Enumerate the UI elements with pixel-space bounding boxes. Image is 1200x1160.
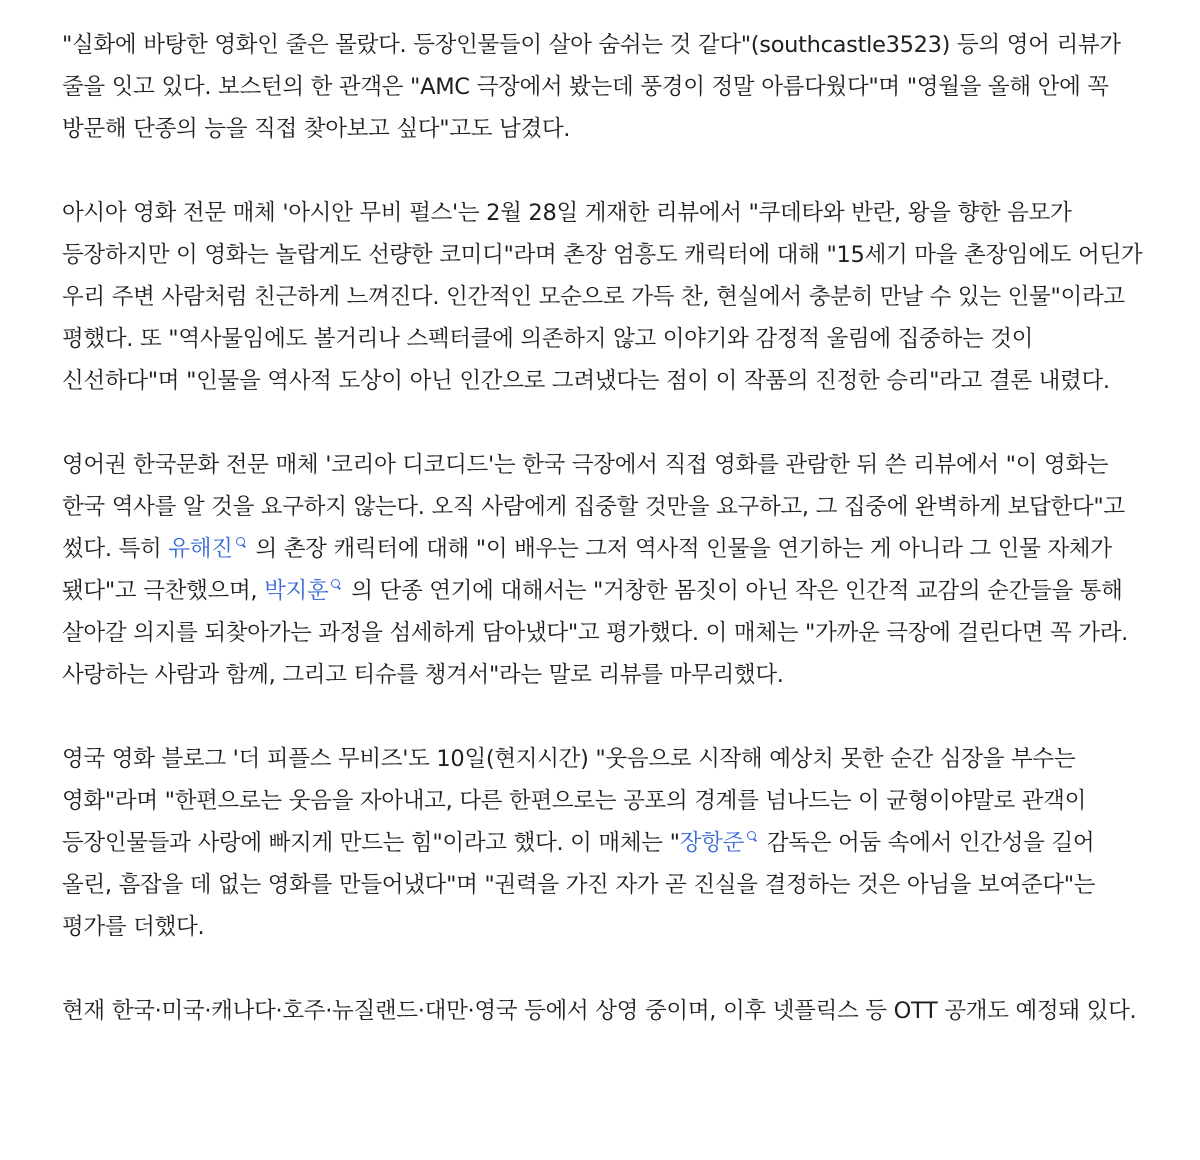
paragraph-text: 감독은 어둠 속에서 인간성을 길어 올린, 흠잡을 데 없는 영화를 만들어냈다"며 "권력을 가진 자가 곧 진실을 결정하는 것은 아님을 보여준다"는 평가를 더했다. [62, 830, 1096, 940]
search-icon [747, 831, 756, 840]
paragraph-text: "실화에 바탕한 영화인 줄은 몰랐다. 등장인물들이 살아 숨쉬는 것 같다"(southcastle3523) 등의 영어 리뷰가 줄을 잇고 있다. 보스턴의 한 관객은 "AMC 극장에서 봤는데 풍경이 정말 아름다웠다"며 "영월을 올해 안에 꼭 방문해 단종의 능을 직접 찾아보고 싶다"고도 남겼다. [62, 32, 1121, 142]
person-link-yoo-hae-jin[interactable] [168, 536, 248, 562]
paragraph-text: 아시아 영화 전문 매체 '아시안 무비 펄스'는 2월 28일 게재한 리뷰에서 "쿠데타와 반란, 왕을 향한 음모가 등장하지만 이 영화는 놀랍게도 선량한 코미디"라며 촌장 엄흥도 캐릭터에 대해 "15세기 마을 촌장임에도 어딘가 우리 주변 사람처럼 친근하게 느껴진다. 인간적인 모순으로 가득 찬, 현실에서 충분히 만날 수 있는 인물"이라고 평했다. 또 "역사물임에도 볼거리나 스펙터클에 의존하지 않고 이야기와 감정적 울림에 집중하는 것이 신선하다"며 "인물을 역사적 도상이 아닌 인간으로 그려냈다는 점이 이 작품의 진정한 승리"라고 결론 내렸다. [62, 200, 1143, 394]
person-link-park-ji-hoon[interactable] [264, 578, 344, 604]
paragraph-text: 영어권 한국문화 전문 매체 '코리아 디코디드'는 한국 극장에서 직접 영화를 관람한 뒤 쓴 리뷰에서 "이 영화는 한국 역사를 알 것을 요구하지 않는다. 오직 사람에게 집중할 것만을 요구하고, 그 집중에 완벽하게 보답한다"고 썼다. 특히 [62, 452, 1125, 562]
paragraph-korea-decoded [62, 444, 1148, 696]
paragraph-text: 의 단종 연기에 대해서는 "거창한 몸짓이 아닌 작은 인간적 교감의 순간들을 통해 살아갈 의지를 되찾아가는 과정을 섬세하게 담아냈다"고 평가했다. 이 매체는 "가까운 극장에 걸린다면 꼭 가라. 사랑하는 사람과 함께, 그리고 티슈를 챙겨서"라는 말로 리뷰를 마무리했다. [62, 578, 1129, 688]
person-link-label: 유해진 [168, 536, 233, 562]
paragraph-peoples-movies [62, 738, 1148, 948]
paragraph-user-reviews [62, 24, 1148, 150]
person-link-label: 장항준 [679, 830, 744, 856]
paragraph-asian-movie-pulse [62, 192, 1148, 402]
article-body [62, 24, 1148, 1032]
paragraph-text: 현재 한국·미국·캐나다·호주·뉴질랜드·대만·영국 등에서 상영 중이며, 이후 넷플릭스 등 OTT 공개도 예정돼 있다. [62, 998, 1137, 1024]
search-icon [331, 579, 340, 588]
paragraph-text: 의 촌장 캐릭터에 대해 "이 배우는 그저 역사적 인물을 연기하는 게 아니라 그 인물 자체가 됐다"고 극찬했으며, [62, 536, 1112, 604]
paragraph-text: 영국 영화 블로그 '더 피플스 무비즈'도 10일(현지시간) "웃음으로 시작해 예상치 못한 순간 심장을 부수는 영화"라며 "한편으로는 웃음을 자아내고, 다른 한편으로는 공포의 경계를 넘나드는 이 균형이야말로 관객이 등장인물들과 사랑에 빠지게 만드는 힘"이라고 했다. 이 매체는 " [62, 746, 1087, 856]
person-link-label: 박지훈 [264, 578, 329, 604]
person-link-jang-hang-jun[interactable] [680, 830, 760, 856]
search-icon [236, 537, 245, 546]
paragraph-release-status [62, 990, 1148, 1032]
